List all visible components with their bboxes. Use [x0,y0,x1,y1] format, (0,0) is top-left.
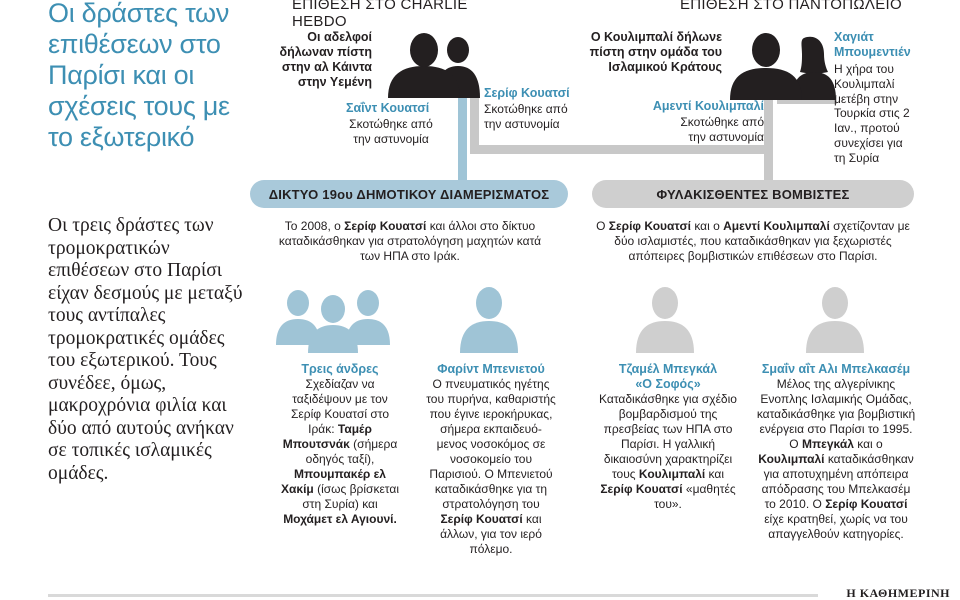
footer-rule [48,594,818,597]
group-label-bombers: ΦΥΛΑΚΙΣΘΕΝΤΕΣ ΒΟΜΒΙΣΤΕΣ [592,180,914,208]
right-group-text: Ο Σερίφ Κουατσί και ο Αμεντί Κουλιμπαλί σχετίζονταν με δύο ισλαμιστές, που καταδικάσθηκαν για ξεχωριστές απόπειρες βομβιστικών επιθέσεων στο Παρίσι. [596,219,910,263]
left-group-text: Το 2008, ο Σερίφ Κουατσί και άλλοι στο δίκτυο καταδικάσθηκαν για στρατολόγηση μαχητών κατά των ΗΠΑ στο Ιράκ. [278,219,542,263]
coulibaly-boumeddiene-icon [728,28,838,100]
sherif-desc: Σκοτώθηκε από την αστυνομία [484,102,568,131]
kouachi-brothers-icon [384,28,494,98]
smain-text: Σμαΐν αΐτ Αλι Μπελκασέμ Μέλος της αλγερίνικης Ενοπλης Ισλαμικής Ομάδας, καταδικάσθηκε για βομβιστική ενέργεια στο Παρίσι το 1995. Ο Μπεγκάλ και ο Κουλιμπαλί καταδικάσθηκαν για αποτυχημένη απόπειρα απόδρασης του Μπελκασέμ το 2010. Ο Σερίφ Κουατσί είχε κρατηθεί, χωρίς να του απαγγελθούν κατηγορίες. [756,362,916,541]
smain-icon [804,283,866,353]
connector-sherif-h [470,145,772,154]
charlie-header: ΕΠΙΘΕΣΗ ΣΤΟ CHARLIE HEBDO [292,0,468,30]
market-header: ΕΠΙΘΕΣΗ ΣΤΟ ΠΑΝΤΟΠΩΛΕΙΟ [680,0,902,13]
farid-name: Φαρίντ Μπενιετού [437,362,545,376]
market-note: Ο Κουλιμπαλί δήλωνε πίστη στην ομάδα του Ισλαμικού Κράτους [589,30,722,74]
three-men-text: Τρεις άνδρες Σχεδίαζαν να ταξιδέψουν με τον Σερίφ Κουατσί στο Ιράκ: Ταμέρ Μπουτσνάκ (σήμερα οδηγός ταξί), Μπουμπακέρ ελ Χακίμ (ίσως βρίσκεται στη Συρία) και Μοχάμετ ελ Αγιουνί. [281,362,399,526]
smain-name: Σμαΐν αΐτ Αλι Μπελκασέμ [761,362,911,376]
main-title: Οι δράστες των επιθέσεων στο Παρίσι και οι σχέσεις τους με το εξωτερικό [48,0,230,152]
source-logo: Η ΚΑΘΗΜΕΡΙΝΗ [846,586,950,600]
sherif-name: Σερίφ Κουατσί [484,86,570,100]
hayat-desc: Η χήρα του Κουλιμπαλί μετέβη στην Τουρκία στις 2 Ιαν., προτού συνεχίσει για τη Συρία [834,62,910,165]
intro-text: Οι τρεις δράστες των τρομοκρατικών επιθέσεων στο Παρίσι είχαν δεσμούς με μεταξύ τους αντίπαλες τρομοκρατικές ομάδες του εξωτερικού. Τους συνέδεε, όμως, μακροχρόνια φιλία και δύο από αυτούς ανήκαν σε τοπικές ισλαμικές ομάδες. [48,215,243,484]
farid-text: Φαρίντ Μπενιετού Ο πνευματικός ηγέτης του πυρήνα, καθαριστής που έγινε ιεροκήρυκας, σήμερα εκπαιδευό-μενος νοσοκόμος σε νοσοκομείο του Παρισιού. Ο Μπενιετού καταδικάσθηκε για τη στρατολόγηση του Σερίφ Κουατσί και άλλων, για τον ιερό πόλεμο. [426,362,556,556]
charlie-note: Οι αδελφοί δήλωναν πίστη στην αλ Κάιντα στην Υεμένη [279,30,372,89]
three-men-icon [274,283,392,353]
djamel-icon [634,283,696,353]
three-men-name: Τρεις άνδρες [301,362,379,376]
farid-icon [458,283,520,353]
amedy-desc: Σκοτώθηκε από την αστυνομία [680,115,764,144]
hayat-name: Χαγιάτ Μπουμεντιέν [834,30,911,59]
djamel-text: Τζαμέλ Μπεγκάλ «Ο Σοφός» Καταδικάσθηκε για σχέδιο βομβαρδισμού της πρεσβείας των ΗΠΑ στο Παρίσι. Η γαλλική δικαιοσύνη χαρακτηρίζει τους Κουλιμπαλί και Σερίφ Κουατσί «μαθητές του». [599,362,737,511]
group-label-19th: ΔΙΚΤΥΟ 19ου ΔΗΜΟΤΙΚΟΥ ΔΙΑΜΕΡΙΣΜΑΤΟΣ [250,180,568,208]
said-name: Σαΐντ Κουατσί [346,101,430,115]
djamel-name: Τζαμέλ Μπεγκάλ «Ο Σοφός» [618,362,718,391]
amedy-name: Αμεντί Κουλιμπαλί [652,99,764,113]
connector-amedy [764,95,773,182]
said-desc: Σκοτώθηκε από την αστυνομία [349,117,433,146]
connector-said [458,90,467,182]
